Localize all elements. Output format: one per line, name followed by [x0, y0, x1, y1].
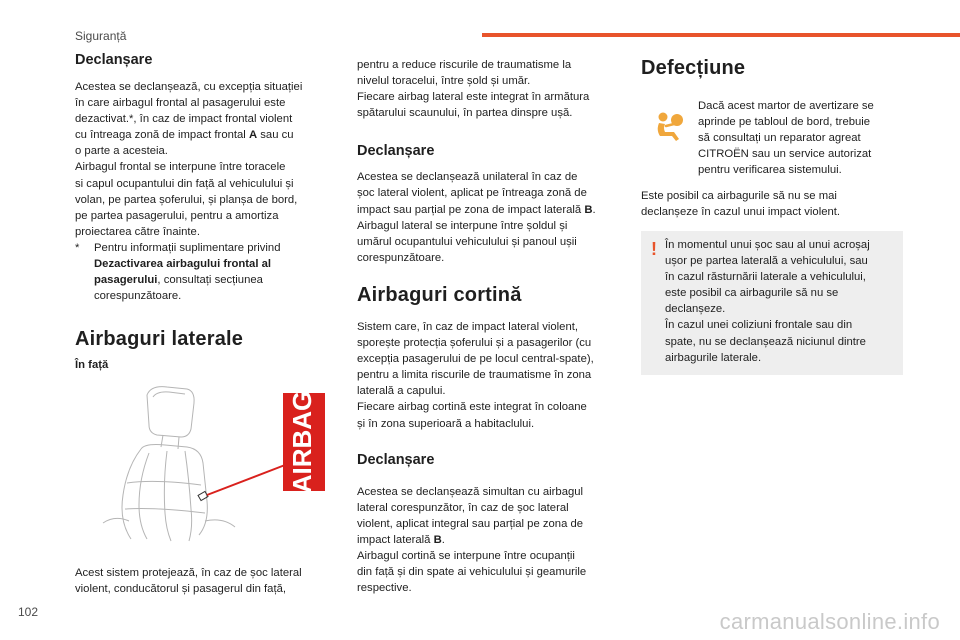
curtain-airbag-paragraph: Sistem care, în caz de impact lateral violent, sporește protecția șoferului și a pasagerilor (cu excepția pasagerului de pe locul central-spate), pentru a limita riscurile de traumatisme în zona laterală a capului. Fiecare airbag cortină este integrat în coloane și în zona superioară a habitaclului. [357, 320, 594, 430]
section-title-curtain-airbags: Airbaguri cortină [357, 283, 522, 306]
footnote: * Pentru informații suplimentare privind Dezactivarea airbagului frontal al pasagerului, consultați secțiunea corespunzătoare. [75, 241, 281, 303]
seat-airbag-illustration [75, 383, 337, 543]
watermark: carmanualsonline.info [719, 609, 940, 634]
zone-b-label-2: B [433, 533, 442, 546]
malfunction-paragraph: Este posibil ca airbagurile să nu se mai declanșeze în cazul unui impact violent. [641, 190, 841, 219]
header-accent-bar [482, 33, 960, 37]
page-number: 102 [18, 605, 39, 619]
column-2 [357, 57, 619, 596]
curtain-deploy-paragraph: Acestea se declanșează simultan cu airbagul lateral corespunzător, în caz de șoc lateral violent, aplicat integral sau parțial pe zona de impact laterală B. Airbagul cortină se interpune între ocupanții din față și din spate ai vehiculului și geamurile respective. [357, 485, 587, 595]
pointer-line [207, 465, 285, 495]
column-3 [641, 57, 903, 220]
heading-declansare-curtain: Declanșare [357, 451, 435, 468]
airbag-label-text: AIRBAG [286, 390, 317, 494]
airbag-warning-lamp-icon [650, 108, 686, 144]
running-header: Siguranță [75, 29, 127, 43]
column-1 [75, 52, 337, 371]
warning-note-box [641, 231, 903, 375]
zone-a-label: A [248, 129, 258, 142]
sub-label-front: În față [75, 359, 109, 372]
heading-declansare-frontal: Declanșare [75, 52, 153, 68]
warning-note-text: În momentul unui șoc sau al unui acroșaj ușor pe partea laterală a vehiculului, sau în cazul răsturnării laterale a vehiculului, este posibil ca airbagurile să nu se declanșeze. În cazul unei coliziuni frontale sau din spate, nu se declanșează niciunul dintre airbagurile laterale. [665, 239, 870, 364]
side-airbag-intro: Acest sistem protejează, în caz de șoc lateral violent, conducătorul și pasagerul din față, [75, 567, 302, 596]
side-deploy-paragraph: Acestea se declanșează unilateral în caz de șoc lateral violent, aplicat pe întreaga zonă de impact sau parțial pe zona de impact laterală B. Airbagul lateral se interpune între șoldul și umărul ocupantului vehiculului și panoul ușii corespunzătoare. [357, 171, 596, 264]
section-title-side-airbags: Airbaguri laterale [75, 328, 244, 351]
section-title-malfunction: Defecțiune [641, 57, 746, 79]
warning-lamp-row [641, 98, 903, 176]
side-airbag-continued: pentru a reduce riscurile de traumatisme la nivelul toracelui, între șold și umăr. Fiecare airbag lateral este integrat în armătura spătarului scaunului, în partea dinspre ușă. [357, 59, 590, 120]
zone-b-label: B [584, 203, 593, 216]
seat-outline [103, 387, 235, 541]
exclamation-icon: ! [651, 239, 657, 259]
frontal-airbag-paragraph: Acestea se declanșează, cu excepția situației în care airbagul frontal al pasagerului este dezactivat.*, în caz de impact frontal violent cu întreaga zonă de impact frontal A sau cu o parte a acesteia. Airbagul frontal se interpune între toracele si capul ocupantului din față al vehiculului și volan, pe partea șoferului, și planșa de bord, pe partea pasagerului, pentru a amortiza proiectarea către înainte. [75, 81, 303, 238]
heading-declansare-side: Declanșare [357, 143, 435, 160]
warning-lamp-text: Dacă acest martor de avertizare se aprinde pe tabloul de bord, trebuie să consultați un reparator agreat CITROËN sau un service autorizat pentru verificarea sistemului. [698, 100, 874, 177]
